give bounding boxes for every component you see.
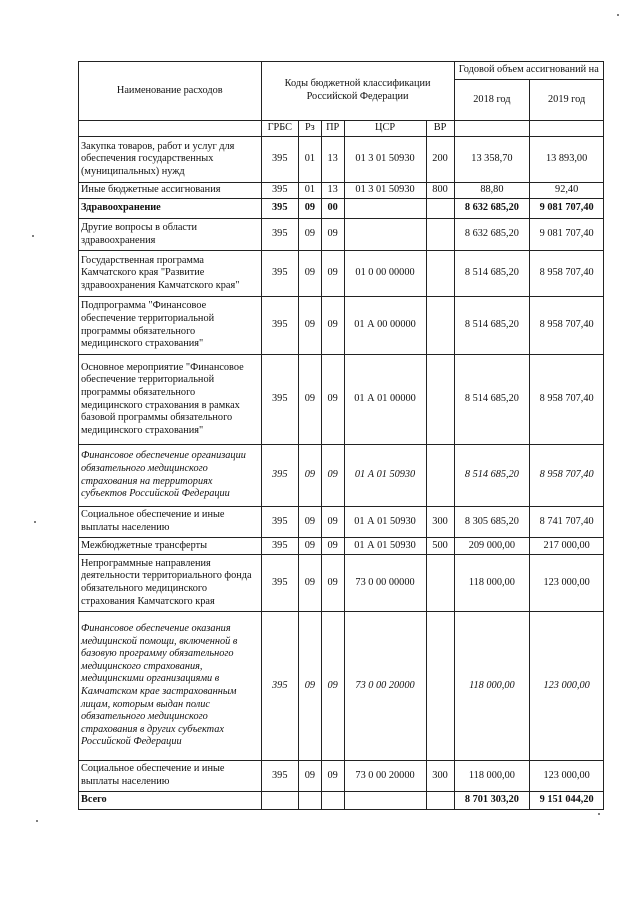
row-2018: 8 632 685,20: [454, 219, 530, 251]
row-rz: 09: [298, 555, 321, 612]
row-csr: 01 А 00 00000: [344, 297, 426, 355]
row-2019: 8 958 707,40: [530, 251, 604, 297]
row-2019: 9 081 707,40: [530, 199, 604, 219]
row-rz: 01: [298, 183, 321, 199]
row-csr: 01 0 00 00000: [344, 251, 426, 297]
row-2019: 217 000,00: [530, 538, 604, 555]
scan-speck: [32, 235, 34, 237]
row-2019: 123 000,00: [530, 612, 604, 761]
row-csr: 73 0 00 20000: [344, 761, 426, 792]
row-2019: 8 741 707,40: [530, 507, 604, 538]
table-row: [79, 355, 604, 445]
row-vr: 500: [426, 538, 454, 555]
row-2018: 8 514 685,20: [454, 251, 530, 297]
total-blank: [261, 792, 298, 810]
row-pr: 09: [321, 507, 344, 538]
row-grbs: 395: [261, 183, 298, 199]
header-pr: ПР: [321, 121, 344, 137]
table-row: [79, 183, 604, 199]
row-csr: 73 0 00 00000: [344, 555, 426, 612]
row-name: Основное мероприятие "Финансовое обеспечение территориальной программы обязательного медицинского страхования в рамках базовой программы обязательного медицинского страхования": [79, 355, 262, 445]
row-grbs: 395: [261, 199, 298, 219]
row-csr: 01 3 01 50930: [344, 183, 426, 199]
row-2018: 8 632 685,20: [454, 199, 530, 219]
row-name: Социальное обеспечение и иные выплаты населению: [79, 761, 262, 792]
row-rz: 09: [298, 219, 321, 251]
row-rz: 09: [298, 355, 321, 445]
row-name: Государственная программа Камчатского края "Развитие здравоохранения Камчатского края": [79, 251, 262, 297]
row-2018: 8 514 685,20: [454, 445, 530, 507]
row-csr: 01 3 01 50930: [344, 137, 426, 183]
row-name: Иные бюджетные ассигнования: [79, 183, 262, 199]
total-2018: 8 701 303,20: [454, 792, 530, 810]
budget-table: [78, 61, 604, 810]
row-rz: 09: [298, 445, 321, 507]
header-rz: Рз: [298, 121, 321, 137]
row-2018: 8 514 685,20: [454, 355, 530, 445]
row-2019: 8 958 707,40: [530, 355, 604, 445]
row-grbs: 395: [261, 137, 298, 183]
row-vr: [426, 219, 454, 251]
table-row: [79, 538, 604, 555]
row-name: Подпрограмма "Финансовое обеспечение территориальной программы обязательного медицинского страхования": [79, 297, 262, 355]
total-2019: 9 151 044,20: [530, 792, 604, 810]
scan-speck: [617, 14, 619, 16]
header-grbs: ГРБС: [261, 121, 298, 137]
row-name: Финансовое обеспечение организации обязательного медицинского страхования на территориях субъектов Российской Федерации: [79, 445, 262, 507]
row-vr: [426, 555, 454, 612]
row-pr: 09: [321, 297, 344, 355]
row-pr: 09: [321, 612, 344, 761]
table-row: [79, 555, 604, 612]
row-grbs: 395: [261, 555, 298, 612]
row-pr: 09: [321, 219, 344, 251]
row-vr: [426, 445, 454, 507]
row-pr: 09: [321, 555, 344, 612]
table-row: [79, 219, 604, 251]
header-vr: ВР: [426, 121, 454, 137]
row-2019: 9 081 707,40: [530, 219, 604, 251]
header-volume: Годовой объем ассигнований на: [454, 62, 603, 80]
row-pr: 09: [321, 538, 344, 555]
table-row: [79, 507, 604, 538]
row-grbs: 395: [261, 297, 298, 355]
row-pr: 09: [321, 445, 344, 507]
row-vr: 300: [426, 761, 454, 792]
row-grbs: 395: [261, 761, 298, 792]
row-rz: 09: [298, 199, 321, 219]
row-pr: 00: [321, 199, 344, 219]
row-pr: 13: [321, 183, 344, 199]
row-pr: 13: [321, 137, 344, 183]
row-2018: 209 000,00: [454, 538, 530, 555]
table-row: [79, 445, 604, 507]
row-2018: 8 305 685,20: [454, 507, 530, 538]
row-vr: [426, 355, 454, 445]
header-name: Наименование расходов: [79, 62, 262, 121]
header-codes: Коды бюджетной классификации Российской Федерации: [261, 62, 454, 121]
row-grbs: 395: [261, 507, 298, 538]
row-grbs: 395: [261, 612, 298, 761]
row-name: Здравоохранение: [79, 199, 262, 219]
total-blank: [344, 792, 426, 810]
table-row: [79, 761, 604, 792]
row-rz: 09: [298, 612, 321, 761]
row-name: Межбюджетные трансферты: [79, 538, 262, 555]
row-2018: 118 000,00: [454, 761, 530, 792]
row-csr: [344, 199, 426, 219]
scan-speck: [34, 521, 36, 523]
row-name: Социальное обеспечение и иные выплаты населению: [79, 507, 262, 538]
total-label: Всего: [79, 792, 262, 810]
row-2018: 8 514 685,20: [454, 297, 530, 355]
row-2019: 92,40: [530, 183, 604, 199]
row-2019: 8 958 707,40: [530, 445, 604, 507]
row-2019: 8 958 707,40: [530, 297, 604, 355]
row-grbs: 395: [261, 445, 298, 507]
row-name: Другие вопросы в области здравоохранения: [79, 219, 262, 251]
header-csr: ЦСР: [344, 121, 426, 137]
row-vr: [426, 297, 454, 355]
table-row: [79, 297, 604, 355]
row-rz: 09: [298, 761, 321, 792]
row-vr: 200: [426, 137, 454, 183]
header-blank: [79, 121, 262, 137]
row-rz: 09: [298, 507, 321, 538]
row-vr: 300: [426, 507, 454, 538]
row-vr: [426, 199, 454, 219]
row-vr: [426, 612, 454, 761]
row-rz: 09: [298, 538, 321, 555]
row-2019: 123 000,00: [530, 761, 604, 792]
header-blank-2019: [530, 121, 604, 137]
row-vr: 800: [426, 183, 454, 199]
table-row: [79, 199, 604, 219]
total-blank: [321, 792, 344, 810]
total-row: [79, 792, 604, 810]
header-blank-2018: [454, 121, 530, 137]
row-csr: 01 А 01 00000: [344, 355, 426, 445]
header-year-2019: 2019 год: [530, 80, 604, 121]
header-row-top: [79, 62, 604, 80]
row-csr: 01 А 01 50930: [344, 507, 426, 538]
row-csr: 73 0 00 20000: [344, 612, 426, 761]
row-pr: 09: [321, 251, 344, 297]
row-rz: 09: [298, 297, 321, 355]
scan-speck: [36, 820, 38, 822]
row-rz: 09: [298, 251, 321, 297]
row-name: Финансовое обеспечение оказания медицинской помощи, включенной в базовую программу обязательного медицинского страхования, медицинскими организациями в Камчатском крае застрахованным лицам, которым выдан полис обязательного медицинского страхования в других субъектах Российской Федерации: [79, 612, 262, 761]
table-row: [79, 612, 604, 761]
row-grbs: 395: [261, 355, 298, 445]
row-2018: 118 000,00: [454, 612, 530, 761]
header-row-codes: [79, 121, 604, 137]
row-grbs: 395: [261, 219, 298, 251]
row-2018: 13 358,70: [454, 137, 530, 183]
row-2019: 13 893,00: [530, 137, 604, 183]
total-blank: [426, 792, 454, 810]
row-name: Непрограммные направления деятельности территориального фонда обязательного медицинского страхования Камчатского края: [79, 555, 262, 612]
row-pr: 09: [321, 761, 344, 792]
row-grbs: 395: [261, 538, 298, 555]
row-csr: 01 А 01 50930: [344, 538, 426, 555]
row-2018: 118 000,00: [454, 555, 530, 612]
row-2019: 123 000,00: [530, 555, 604, 612]
row-grbs: 395: [261, 251, 298, 297]
row-name: Закупка товаров, работ и услуг для обеспечения государственных (муниципальных) нужд: [79, 137, 262, 183]
row-2018: 88,80: [454, 183, 530, 199]
table-row: [79, 251, 604, 297]
table-row: [79, 137, 604, 183]
scan-speck: [598, 813, 600, 815]
row-pr: 09: [321, 355, 344, 445]
total-blank: [298, 792, 321, 810]
row-rz: 01: [298, 137, 321, 183]
header-year-2018: 2018 год: [454, 80, 530, 121]
row-csr: [344, 219, 426, 251]
row-csr: 01 А 01 50930: [344, 445, 426, 507]
row-vr: [426, 251, 454, 297]
